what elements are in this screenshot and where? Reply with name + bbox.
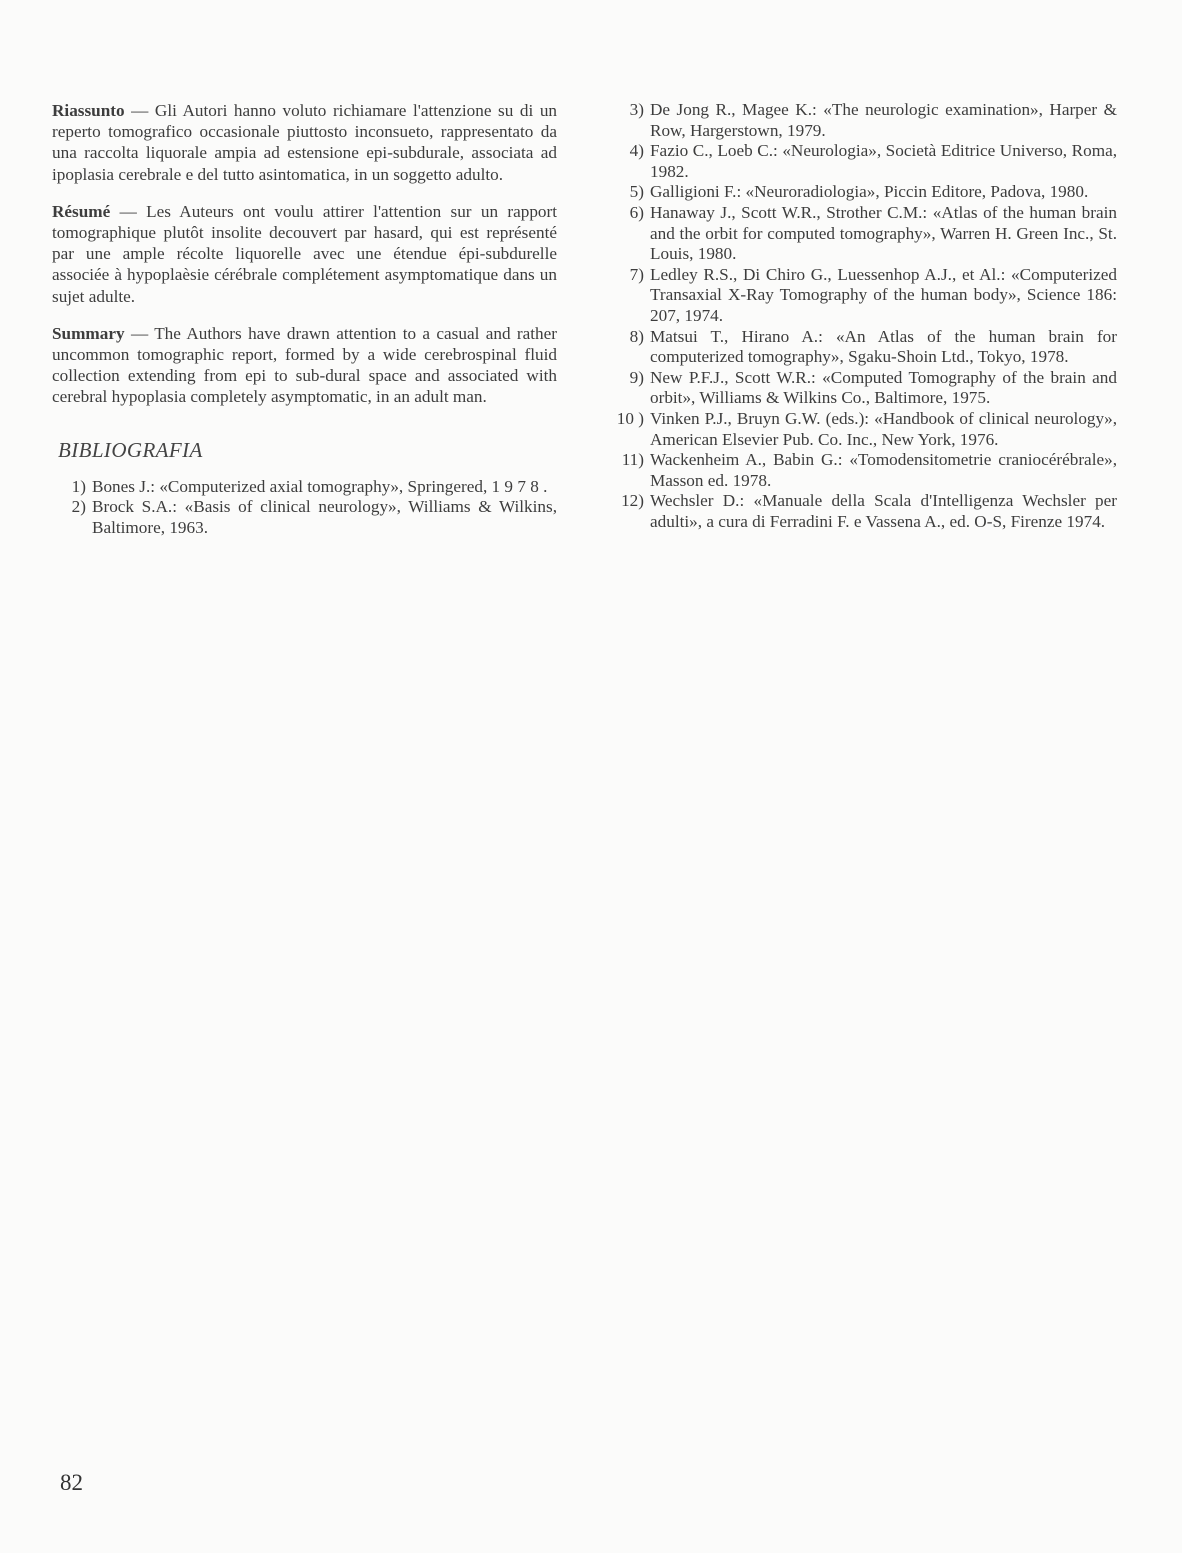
reference-number: 12) [621, 491, 644, 511]
reference-text: Matsui T., Hirano A.: «An Atlas of the human brain for computerized tomography», Sgaku-Shoin Ltd., Tokyo, 1978. [650, 326, 1117, 367]
abstract-separator: — [124, 101, 155, 120]
reference-number: 7) [629, 264, 644, 284]
reference-item [610, 409, 1117, 450]
abstract-label: Riassunto [52, 101, 125, 120]
reference-text: Ledley R.S., Di Chiro G., Luessenhop A.J., et Al.: «Computerized Transaxial X-Ray Tomography of the human body», Science 186: 207, 1974. [650, 264, 1117, 325]
reference-list-left [52, 477, 557, 539]
reference-item [610, 450, 1117, 491]
reference-text: Vinken P.J., Bruyn G.W. (eds.): «Handbook of clinical neurology», American Elsevier Pub. Co. Inc., New York, 1976. [650, 408, 1117, 449]
reference-item [610, 100, 1117, 141]
reference-number: 9) [629, 367, 644, 387]
bibliography-heading: BIBLIOGRAFIA [58, 437, 203, 462]
abstract-text: Les Auteurs ont voulu attirer l'attention sur un rapport tomographique plutôt insolite decouvert par hasard, qui est représenté par une ample récolte liquorelle avec une étendue épi-subdurelle associée à hypoplaèsie cérébrale complétement asymptomatique dans un sujet adulte. [52, 201, 558, 306]
reference-item [610, 327, 1117, 368]
reference-text: Wechsler D.: «Manuale della Scala d'Intelligenza Wechsler per adulti», a cura di Ferradini F. e Vassena A., ed. O-S, Firenze 1974. [650, 491, 1117, 531]
reference-text: Wackenheim A., Babin G.: «Tomodensitometrie craniocérébrale», Masson ed. 1978. [650, 450, 1117, 490]
reference-text: New P.F.J., Scott W.R.: «Computed Tomography of the brain and orbit», Williams & Wilkins Co., Baltimore, 1975. [650, 367, 1117, 408]
abstract-label: Summary [52, 323, 125, 343]
reference-item [52, 477, 557, 498]
reference-text: De Jong R., Magee K.: «The neurologic examination», Harper & Row, Hargerstown, 1979. [650, 100, 1117, 140]
reference-number: 4) [629, 141, 644, 161]
reference-number: 1) [71, 476, 86, 496]
abstract-separator: — [110, 201, 147, 221]
reference-text: Hanaway J., Scott W.R., Strother C.M.: «Atlas of the human brain and the orbit for computed tomography», Warren H. Green Inc., St. Louis, 1980. [650, 202, 1117, 264]
abstract-text: The Authors have drawn attention to a casual and rather uncommon tomographic report, formed by a wide cerebrospinal fluid collection extending from epi to sub-dural space and associated with cerebral hypoplasia completely asymptomatic, in an adult man. [52, 323, 557, 407]
reference-text: Brock S.A.: «Basis of clinical neurology», Williams & Wilkins, Baltimore, 1963. [92, 497, 557, 537]
abstract-french [52, 201, 557, 307]
abstract-label: Résumé [52, 201, 111, 221]
abstract-text: Gli Autori hanno voluto richiamare l'attenzione su di un reperto tomografico occasionale piuttosto inconsueto, rappresentato da una raccolta liquorale ampia ad estensione epi-subdurale, associata ad ipoplasia cerebrale e del tutto asintomatica, in un soggetto adulto. [52, 101, 558, 184]
reference-item [610, 203, 1117, 265]
abstract-italian [52, 100, 557, 185]
reference-text: Bones J.: «Computerized axial tomography», Springered, 1 9 7 8 . [92, 476, 548, 496]
abstract-separator: — [124, 323, 155, 343]
reference-item [610, 265, 1117, 327]
reference-text: Galligioni F.: «Neuroradiologia», Piccin Editore, Padova, 1980. [650, 182, 1089, 202]
left-column [52, 100, 557, 538]
reference-item [610, 491, 1117, 532]
reference-number: 8) [629, 326, 644, 346]
reference-item [610, 182, 1117, 203]
reference-number: 6) [629, 202, 644, 222]
reference-item [52, 497, 557, 538]
right-column [610, 100, 1117, 532]
reference-number: 11) [621, 450, 644, 470]
reference-item [610, 368, 1117, 409]
abstract-english [52, 323, 557, 408]
reference-text: Fazio C., Loeb C.: «Neurologia», Società Editrice Universo, Roma, 1982. [650, 141, 1117, 181]
reference-number: 2) [71, 497, 86, 517]
reference-number: 10 ) [616, 408, 644, 428]
reference-item [610, 141, 1117, 182]
page-number: 82 [60, 1470, 83, 1495]
reference-number: 5) [629, 182, 644, 202]
reference-list-right [610, 100, 1117, 532]
reference-number: 3) [629, 100, 644, 119]
